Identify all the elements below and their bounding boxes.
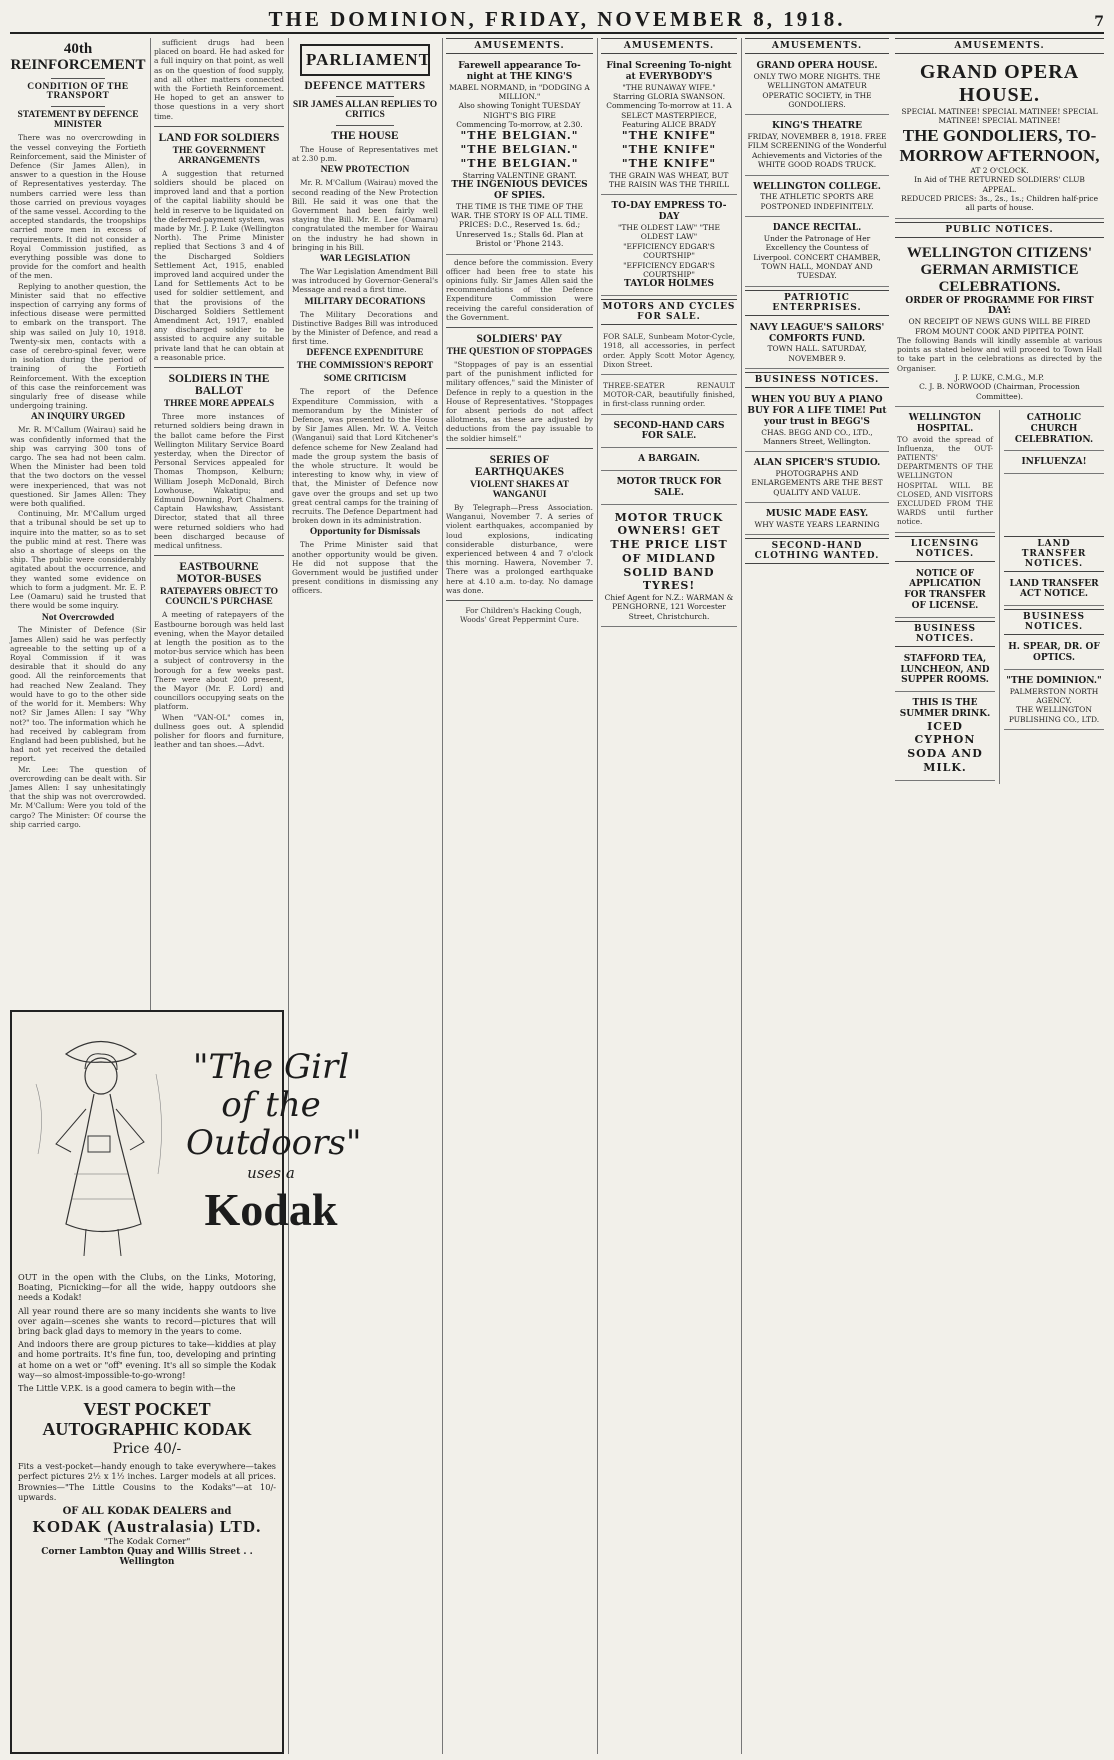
ad-heading: Final Screening To-night at EVERYBODY'S: [606, 61, 732, 82]
section-licensing: LICENSING NOTICES.: [895, 536, 995, 562]
ad-line: Commencing To-morrow at 11. A SELECT MASTERPIECE, Featuring ALICE BRADY: [606, 101, 732, 130]
kodak-slogan-uses: uses a: [247, 1164, 295, 1182]
masthead-title: THE DOMINION, FRIDAY, NOVEMBER 8, 1918.: [268, 7, 846, 31]
music-ad: [745, 506, 889, 535]
section-patriotic: PATRIOTIC ENTERPRISES.: [745, 290, 889, 316]
girl-illustration: [26, 1024, 176, 1264]
ad-line: SPECIAL MATINEE! SPECIAL MATINEE! SPECIAL MATINEE! SPECIAL MATINEE!: [901, 107, 1098, 126]
ad-line: PALMERSTON NORTH AGENCY.: [1009, 686, 1099, 705]
classified-ad: [601, 474, 737, 505]
article-paragraph: There was no overcrowding in the vessel conveying the Fortieth Reinforcement, said the Minister of Defence (Sir James Allen), in answer to a question in the House of Representatives yesterday. The numbers carried were less than those carried on previous voyages of the same vessel. According to the accepted standards, the troopships carried more men in excess of requirements. It did not consider a Royal Commission justified, as everything possible was done to provide for the comfort and health of the men.: [10, 133, 146, 281]
subhead-wanganui: VIOLENT SHAKES AT WANGANUI: [470, 479, 569, 500]
section-business: BUSINESS NOTICES.: [1004, 609, 1104, 635]
subhead-condition: CONDITION OF THE TRANSPORT: [27, 81, 129, 102]
headline-earthquakes: SERIES OF EARTHQUAKES: [474, 453, 565, 478]
kodak-price: Price 40/-: [112, 1441, 182, 1458]
ad-line: AT 2 O'CLOCK.: [970, 165, 1029, 175]
ad-line: "THE OLDEST LAW" "THE OLDEST LAW": [617, 223, 721, 242]
everybodys-ad: [601, 58, 737, 195]
column-2: [154, 38, 284, 970]
ad-prices: REDUCED PRICES: 3s., 2s., 1s.; Children half-price all parts of house.: [900, 193, 1099, 213]
dance-recital-ad: [745, 220, 889, 287]
kodak-body: [18, 1272, 276, 1393]
ad-line: Chief Agent for N.Z.: WARMAN & PENGHORNE, 121 Worcester Street, Christchurch.: [604, 593, 734, 621]
kodak-product-name: VEST POCKET AUTOGRAPHIC KODAK: [42, 1399, 252, 1440]
kodak-ad-artwork: [18, 1018, 362, 1268]
land-transfer-notice: [1004, 576, 1104, 607]
column-rule: [741, 38, 742, 1754]
ad-line: CHAS. BEGG AND CO., LTD., Manners Street, Wellington.: [761, 427, 873, 446]
classified-ad: [601, 451, 737, 471]
ad-line: WHY WASTE YEARS LEARNING: [754, 520, 880, 530]
article-paragraph: The House of Representatives met at 2.30 p.m.: [292, 145, 438, 164]
ad-text: THREE-SEATER RENAULT MOTOR-CAR, beautifully finished, in first-class running order.: [603, 380, 735, 409]
subhead-defence-matters: DEFENCE MATTERS: [304, 80, 426, 92]
parliament-title: PARLIAMENT: [306, 50, 431, 69]
kodak-corner: "The Kodak Corner": [103, 1537, 191, 1548]
section-amusements: AMUSEMENTS.: [745, 38, 889, 54]
opera-house-ad: [745, 58, 889, 115]
ad-line: ORDER OF PROGRAMME FOR FIRST DAY:: [905, 295, 1094, 317]
column-5: [601, 38, 737, 1754]
spicer-studio-ad: [745, 455, 889, 503]
ad-line: THE WELLINGTON PUBLISHING CO., LTD.: [1008, 705, 1100, 724]
ad-text: The following Bands will kindly assemble at various points as stated below and will proceed to Town Hall to take part in the celebrations as directed by the Organiser.: [897, 335, 1102, 373]
kodak-slogan-title: "The Girl of the Outdoors": [186, 1047, 362, 1163]
headline-eastbourne: EASTBOURNE MOTOR-BUSES: [176, 561, 262, 586]
subhead-some-criticism: SOME CRITICISM: [323, 374, 407, 385]
ad-line: "EFFICIENCY EDGAR'S COURTSHIP": [623, 260, 715, 279]
hospital-notice: [895, 410, 995, 533]
kodak-paragraph: OUT in the open with the Clubs, on the Links, Motoring, Boating, Picnicking—for all the wide, happy outdoors she needs a Kodak!: [18, 1272, 276, 1303]
ad-line: Starring VALENTINE GRANT.: [462, 170, 577, 180]
ad-feature: "THE KNIFE": [621, 156, 717, 170]
article-paragraph: By Telegraph—Press Association. Wanganui, November 7. A series of violent earthquakes, accompanied by loud explosions, indicating considerable disturbance, were experienced between 4 and 7 o'clock this morning. Hawera, November 7. There was a prolonged earthquake here at 4.10 a.m. to-day. No damage was done.: [446, 502, 593, 595]
ad-feature: MOTOR TRUCK OWNERS! GET THE PRICE LIST OF MIDLAND SOLID BAND TYRES!: [610, 510, 728, 593]
kings-theatre-film-ad: [745, 118, 889, 175]
ad-heading: "THE DOMINION.": [1006, 675, 1102, 686]
summer-drink-ad: [895, 695, 995, 781]
ad-heading: GRAND OPERA HOUSE.: [756, 61, 878, 71]
ad-line: ONLY TWO MORE NIGHTS. THE WELLINGTON AMATEUR OPERATIC SOCIETY, in THE GONDOLIERS.: [753, 71, 881, 109]
article-paragraph: Replying to another question, the Minister said that no effective inspection of carrying any forms of infectious disease were permitted to embark on the transport. The ship was sailed on July 10, 1918. Twenty-six men, contacts with a case of cerebro-spinal fever, were in isolation during the period of training of the Fortieth Reinforcement. With the exception of this case the reinforcement was singularly free of disease while undergoing training.: [10, 281, 146, 411]
kodak-paragraph: Fits a vest-pocket—handy enough to take everywhere—takes perfect pictures 2½ x 1½ inches. Larger models at all prices. Brownies—"The Little Cousins to the Kodaks"—at 10/- upwards.: [18, 1461, 276, 1502]
headline-40th-reinforcement: 40th REINFORCEMENT: [10, 41, 146, 73]
section-amusements: AMUSEMENTS.: [601, 38, 737, 54]
ad-line: TAYLOR HOLMES: [624, 279, 714, 290]
ad-line: In Aid of THE RETURNED SOLDIERS' CLUB APPEAL.: [914, 175, 1085, 194]
subhead-not-overcrowded: Not Overcrowded: [41, 612, 115, 623]
article-paragraph: sufficient drugs had been placed on board. He had asked for a full inquiry on that point, as well as on the question of food supply, and all other matters connected with the Fortieth Reinforcement. He hoped to get an answer to those questions in a very short time.: [154, 38, 284, 121]
headline-soldiers-pay: SOLDIERS' PAY: [476, 332, 563, 345]
armistice-notice: [895, 242, 1104, 407]
subhead-stoppages: THE QUESTION OF STOPPAGES: [446, 347, 593, 358]
article-paragraph: The Minister of Defence (Sir James Allen) said he was perfectly agreeable to the setting up of a Royal Commission if it was desirable that it should do any good. All the reinforcements that had reached New Zealand. They would have to go to the other side of the world for it. Members: Why not? Sir James Allen: I say "Why not?" too. The information which he had received by cablegram from England had been published, but he had not yet received the detailed report.: [10, 625, 146, 764]
kodak-paragraph: All year round there are so many incidents she wants to live over again—scenes she wants to record—pictures that will bring back glad days to memory in the years to come.: [18, 1305, 276, 1337]
column-7: [895, 38, 1104, 1754]
tyre-ad: [601, 508, 737, 628]
ad-line: Starring GLORIA SWANSON.: [613, 91, 725, 101]
article-paragraph: The War Legislation Amendment Bill was introduced by Governor-General's Message and read a first time.: [292, 267, 438, 295]
ad-heading: NOTICE OF APPLICATION FOR TRANSFER OF LICENSE.: [904, 568, 986, 611]
ad-heading: KING'S THEATRE: [772, 121, 862, 132]
column-rule: [442, 38, 443, 1754]
article-paragraph: Three more instances of returned soldiers being drawn in the ballot came before the First Wellington Military Service Board yesterday, when the Director of Personal Services appealed for Thomas Thompson, Kelburn; William Joseph McDonald, Birch Lowhouse, Wakatipu; and Edmund Downing, Port Chalmers. Captain Hawkshaw, Assistant Director, stated that all three were returned soldiers who had been discharged because of medical unfitness.: [154, 412, 284, 551]
ad-heading: NAVY LEAGUE'S SAILORS' COMFORTS FUND.: [749, 322, 885, 344]
article-paragraph: Mr. R. M'Callum (Wairau) said he was confidently informed that the ship was carrying 300 tons of cargo. The sea had not been calm. When the Minister had been told that the two doctors on the vessel were inexperienced, that was not questioned. Sir James Allen: They were both qualified.: [10, 425, 146, 509]
ad-feature: "THE BELGIAN.": [460, 156, 579, 170]
gondoliers-ad: [895, 58, 1104, 219]
ad-line: THE INGENIOUS DEVICES OF SPIES.: [451, 180, 588, 201]
ad-line: Under the Patronage of Her Excellency the Countess of Liverpool. CONCERT CHAMBER, TOWN HALL, MONDAY AND TUESDAY.: [753, 233, 881, 281]
ad-heading: CATHOLIC CHURCH CELEBRATION.: [1014, 412, 1094, 445]
subhead-defence-expenditure: DEFENCE EXPENDITURE: [306, 348, 424, 359]
ad-heading: THIS IS THE SUMMER DRINK.: [899, 698, 991, 719]
section-business: BUSINESS NOTICES.: [895, 621, 995, 647]
kings-theatre-ad: [446, 58, 593, 255]
ad-line: MABEL NORMAND, in "DODGING A MILLION.": [449, 82, 590, 101]
ad-line: ON RECEIPT OF NEWS GUNS WILL BE FIRED FROM MOUNT COOK AND PIPITEA POINT.: [908, 317, 1091, 336]
article-paragraph: "Stoppages of pay is an essential part of the punishment inflicted for military offences," said the Minister of Defence in reply to a question in the House of Representatives. "Stoppages for absent periods do not affect allotments, as these are adjusted by deductions from the pay issuable to the soldier himself.": [446, 360, 593, 443]
classified-ad: [601, 329, 737, 375]
ad-line: "THE RUNAWAY WIFE.": [622, 82, 716, 92]
ad-feature: THE GONDOLIERS, TO-MORROW AFTERNOON,: [899, 125, 1100, 165]
section-business: BUSINESS NOTICES.: [745, 372, 889, 388]
ad-heading: WELLINGTON CITIZENS' GERMAN ARMISTICE CELEBRATIONS.: [906, 244, 1093, 295]
ad-text: FOR SALE, Sunbeam Motor-Cycle, 1918, all accessories, in perfect order. Apply Scott Motor Agency, Dixon Street.: [603, 332, 735, 369]
ad-line: THE ATHLETIC SPORTS ARE POSTPONED INDEFINITELY.: [760, 192, 874, 211]
subhead-allan-replies: SIR JAMES ALLAN REPLIES TO CRITICS: [292, 100, 438, 121]
subhead-inquiry: AN INQUIRY URGED: [30, 412, 126, 423]
article-paragraph: The report of the Defence Expenditure Commission, with a memorandum by the Minister of Defence, was presented to the House by Sir James Allen. Mr. W. A. Veitch (Wanganui) said that Lord Kitchener's defence scheme for New Zealand had made the group system the basis of the whole structure. It would be interesting to know why, in view of that, the Minister of Defence now gave over the groups and set up two great central camps for the training of recruits. The Defence Department had broken down in its administration.: [292, 387, 438, 526]
ad-heading: TO-DAY EMPRESS TO-DAY: [611, 201, 727, 223]
ad-heading: Farewell appearance To-night at THE KING'S: [458, 61, 581, 82]
ad-heading: WELLINGTON HOSPITAL.: [908, 412, 982, 434]
subhead-three-appeals: THREE MORE APPEALS: [163, 399, 275, 410]
ad-line: THE GRAIN WAS WHEAT, BUT THE RAISIN WAS THE THRILL: [608, 170, 730, 190]
ad-feature: "THE BELGIAN.": [460, 129, 579, 143]
ad-feature: "THE KNIFE": [621, 143, 717, 157]
ad-text: TO avoid the spread of Influenza, the OUT-PATIENTS' DEPARTMENTS OF THE WELLINGTON HOSPITAL WILL BE CLOSED, AND VISITORS EXCLUDED FROM THE WARDS until further notice.: [897, 434, 993, 527]
spear-optics-ad: [1004, 639, 1104, 670]
ad-heading: ALAN SPICER'S STUDIO.: [753, 458, 881, 469]
classified-ad: [601, 418, 737, 449]
dominion-agency-ad: [1004, 673, 1104, 730]
headline-soldiers-ballot: SOLDIERS IN THE BALLOT: [168, 373, 270, 398]
ad-line: PHOTOGRAPHS AND ENLARGEMENTS ARE THE BEST QUALITY AND VALUE.: [751, 469, 883, 497]
subhead-new-protection: NEW PROTECTION: [320, 165, 410, 176]
ad-heading: MUSIC MADE EASY.: [765, 509, 869, 520]
advert-woods: For Children's Hacking Cough, Woods' Great Peppermint Cure.: [460, 605, 582, 625]
ad-heading: A BARGAIN.: [638, 454, 700, 465]
kodak-advertisement: [10, 1010, 362, 1754]
article-paragraph: A suggestion that returned soldiers should be placed on improved land and that a portion of the capital liability should be held in reserve to be liquidated on the deferred-payment system, was made by Mr. J. P. Luke (Wellington North). The Prime Minister replied that Sections 3 and 4 of the Discharged Soldiers Settlement Act, 1915, enabled improved land acquired under the Land for Settlements Act to be used for soldier settlement, and that the provisions of the Discharged Soldiers Settlement Amendment Act, 1917, enabled any discharged soldier to be assisted to acquire any suitable private land that he can obtain at a reasonable price.: [154, 168, 284, 362]
ad-heading: H. SPEAR, DR. OF OPTICS.: [1008, 642, 1100, 663]
ad-line: TOWN HALL. SATURDAY, NOVEMBER 9.: [767, 344, 867, 363]
kodak-address: Corner Lambton Quay and Willis Street . . Wellington: [41, 1547, 253, 1568]
section-public: PUBLIC NOTICES.: [895, 222, 1104, 238]
ad-heading: SECOND-HAND CARS FOR SALE.: [613, 420, 725, 442]
column-4: [446, 38, 593, 1754]
column-3: [292, 38, 438, 1754]
headline-land-for-soldiers: LAND FOR SOLDIERS: [158, 131, 280, 144]
ad-heading: STAFFORD TEA, LUNCHEON, AND SUPPER ROOMS.: [900, 653, 990, 686]
ad-feature: ICED CYPHON SODA AND MILK.: [907, 719, 983, 774]
section-amusements: AMUSEMENTS.: [895, 38, 1104, 54]
column-6: [745, 38, 889, 1754]
column-rule: [288, 38, 289, 1754]
ad-prices: PRICES: D.C., Reserved 1s. 6d.; Unreserved 1s.; Stalls 6d. Plan at Bristol or 'Phone 2143.: [455, 220, 584, 249]
ad-heading: INFLUENZA!: [1021, 457, 1087, 468]
ad-heading: DANCE RECITAL.: [772, 223, 862, 234]
advert-vanol: When "VAN-OL" comes in, dullness goes out. A splendid polisher for floors and furniture, leather and tan shoes.—Advt.: [154, 712, 284, 750]
subhead-commission-report: THE COMMISSION'S REPORT: [296, 361, 434, 372]
subhead-ratepayers: RATEPAYERS OBJECT TO COUNCIL'S PURCHASE: [159, 587, 279, 608]
ad-heading: LAND TRANSFER ACT NOTICE.: [1009, 578, 1099, 600]
navy-league-ad: [745, 320, 889, 369]
college-ad: [745, 179, 889, 218]
catholic-notice: [1004, 410, 1104, 451]
ad-line: Commencing To-morrow, at 2.30.: [456, 120, 583, 130]
parliament-banner: [300, 44, 430, 76]
section-clothing: SECOND-HAND CLOTHING WANTED.: [745, 538, 889, 564]
kodak-ad-box: [10, 1010, 362, 1754]
subhead-the-house: THE HOUSE: [331, 130, 399, 142]
kodak-logo-text: Kodak: [204, 1184, 338, 1235]
subhead-statement: STATEMENT BY DEFENCE MINISTER: [17, 110, 139, 131]
ad-feature: "THE BELGIAN.": [460, 143, 579, 157]
ad-line: Also showing Tonight TUESDAY NIGHT'S BIG FIRE: [458, 101, 581, 120]
ad-line: THE TIME IS THE TIME OF THE WAR. THE STORY IS OF ALL TIME.: [450, 201, 589, 221]
subhead-war-legislation: WAR LEGISLATION: [319, 254, 411, 265]
article-paragraph: Continuing, Mr. M'Callum urged that a tribunal should be set up to inquire into the matter, so as to set the public mind at rest. There was also a shortage of sleeps on the ship. The public were considerably agitated about the occurrence, and they wanted some evidence on which to form a judgment. Mr. E. P. Lee (Oamaru) said he trusted that there would be some inquiry.: [10, 509, 146, 611]
masthead: [10, 4, 1104, 34]
ad-heading: MOTOR TRUCK FOR SALE.: [616, 476, 722, 498]
classified-ad: [601, 378, 737, 415]
section-amusements: AMUSEMENTS.: [446, 38, 593, 54]
section-motors: MOTORS AND CYCLES FOR SALE.: [601, 299, 737, 325]
kodak-paragraph: The Little V.P.K. is a good camera to begin with—the: [18, 1383, 236, 1394]
ad-line: "EFFICIENCY EDGAR'S COURTSHIP": [623, 241, 715, 261]
ad-line: FRIDAY, NOVEMBER 8, 1918. FREE FILM SCREENING of the Wonderful Achievements and Victories of the WHITE GOOD ROADS TRUCK.: [747, 132, 887, 170]
kodak-company: KODAK (Australasia) LTD.: [32, 1517, 262, 1537]
page-number: 7: [1094, 14, 1104, 30]
ad-heading: GRAND OPERA HOUSE.: [919, 61, 1080, 106]
kodak-dealers: OF ALL KODAK DEALERS and: [62, 1506, 232, 1518]
kodak-paragraph: And indoors there are group pictures to take—kiddies at play and home portraits. It's fine fun, too, developing and printing at home on a wet or "off" evening. It's all so simple the Kodak way—so almost-impossible-to-go-wrong!: [18, 1339, 276, 1380]
subhead-military-decorations: MILITARY DECORATIONS: [304, 296, 426, 307]
article-paragraph: A meeting of ratepayers of the Eastbourne borough was held last evening, when the Mayor detailed at length the position as to the motor-bus service which has been a subject of controversy in the borough for a few weeks past. There were about 200 present, the Mayor (Mr. F. Lord) and councillors occupying seats on the platform.: [154, 610, 284, 712]
ad-heading: WHEN YOU BUY A PIANO BUY FOR A LIFE TIME! Put your trust in BEGG'S: [747, 395, 887, 427]
ad-signature: J. P. LUKE, C.M.G., M.P.: [955, 372, 1044, 382]
article-paragraph: The Prime Minister said that another opportunity would be given. He did not suppose that the Government would be justified under present conditions in dismissing any officers.: [292, 540, 438, 596]
subhead-government: THE GOVERNMENT ARRANGEMENTS: [172, 145, 266, 166]
article-paragraph: The Military Decorations and Distinctive Badges Bill was introduced by the Minister of Defence, and read a first time.: [292, 309, 438, 347]
article-paragraph: Mr. R. M'Callum (Wairau) moved the second reading of the New Protection Bill. He said it was one that the Government had been fairly well staying the Bill. Mr. E. Lee (Oamaru) congratulated the member for Wairau on the industry he had shown in bringing in his Bill.: [292, 178, 438, 252]
ad-feature: "THE KNIFE": [621, 129, 717, 143]
column-rule: [597, 38, 598, 1754]
licensing-notice: [895, 566, 995, 618]
ad-signature: C. J. B. NORWOOD (Chairman, Procession Committee).: [919, 382, 1080, 401]
article-paragraph: dence before the commission. Every officer had been free to state his opinions fully. Sir James Allen said the recommendations of the Defence Expenditure Commission were receiving the careful consideration of the Government.: [446, 257, 593, 322]
subhead-opportunity: Opportunity for Dismissals: [309, 527, 421, 538]
section-land-transfer: LAND TRANSFER NOTICES.: [1004, 536, 1104, 572]
ad-heading: WELLINGTON COLLEGE.: [753, 181, 881, 192]
article-paragraph: Mr. Lee: The question of overcrowding can be dealt with. Sir James Allen: I say unhesitatingly that the ship was not overcrowded. Mr. M'Callum: Were you told of the cargo? The Minister: Of course the ship carried cargo.: [10, 764, 146, 829]
influenza-notice: [1004, 454, 1104, 474]
empress-ad: [601, 198, 737, 296]
stafford-ad: [895, 651, 995, 692]
begg-piano-ad: [745, 392, 889, 452]
